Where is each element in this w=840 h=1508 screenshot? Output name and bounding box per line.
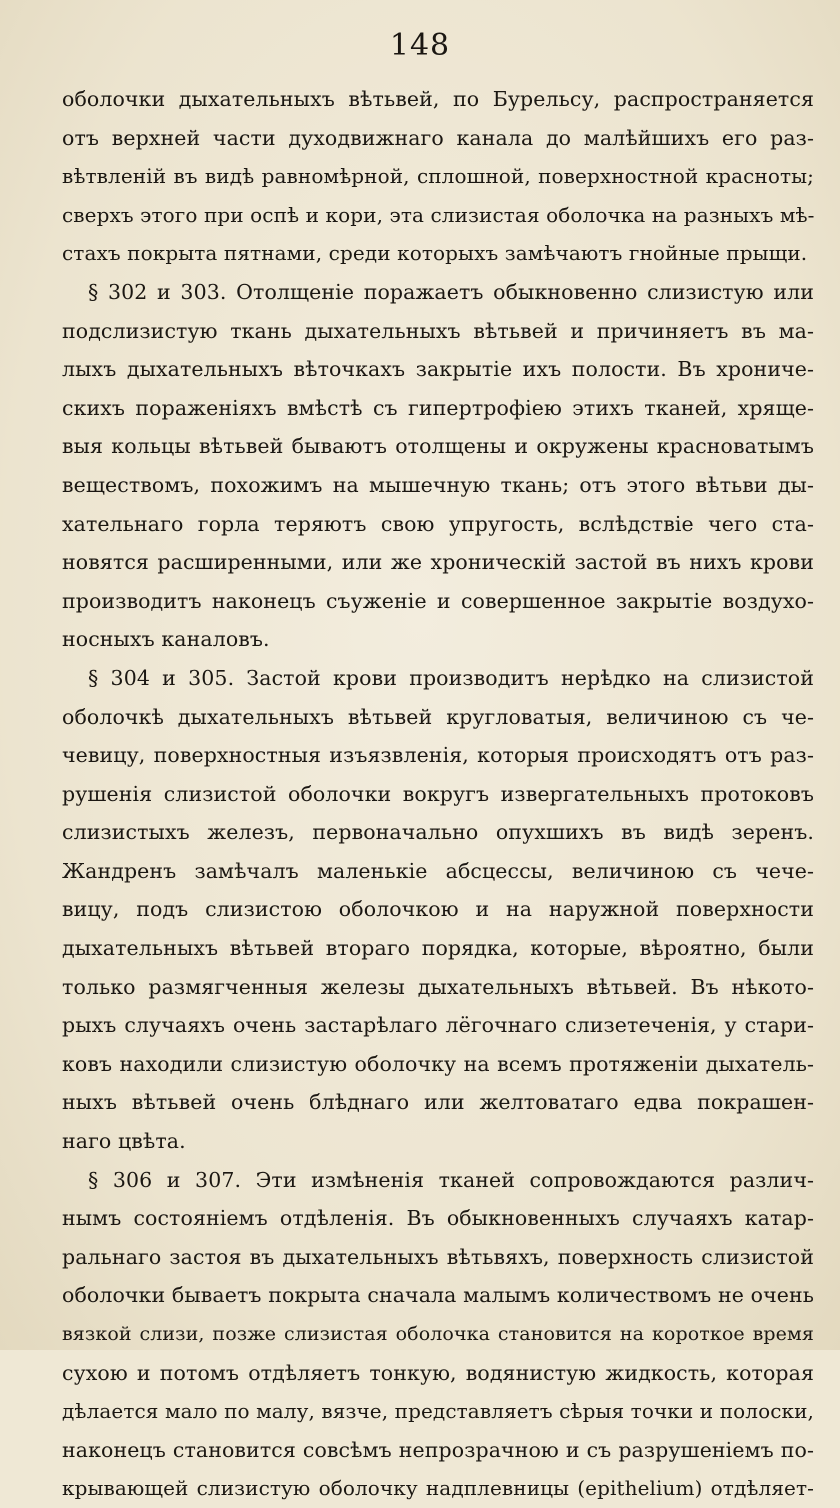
text-line: хательнаго горла теряютъ свою упругость, вслѣдствіе чего ста-	[62, 511, 814, 536]
text-line: вязкой слизи, позже слизистая оболочка становится на короткое время	[62, 1323, 814, 1345]
text-line: стахъ покрыта пятнами, среди которыхъ замѣчаютъ гнойные прыщи.	[62, 241, 808, 266]
text-line: крывающей слизистую оболочку надплевницы (epithelium) отдѣляет-	[62, 1476, 814, 1501]
text-line: дѣлается мало по малу, вязче, представляетъ сѣрыя точки и полоски,	[62, 1399, 814, 1424]
text-line: производитъ наконецъ съуженіе и совершенное закрытіе воздухо-	[62, 588, 814, 613]
text-line: § 306 и 307. Эти измѣненія тканей сопровождаются различ-	[88, 1167, 814, 1192]
text-line: дыхательныхъ вѣтьвей втораго порядка, которые, вѣроятно, были	[62, 936, 814, 961]
text-line: новятся расширенными, или же хроническій застой въ нихъ крови	[62, 550, 814, 575]
text-line: оболочки дыхательныхъ вѣтьвей, по Бурельсу, распространяется	[62, 87, 814, 111]
text-line: оболочки бываетъ покрыта сначала малымъ количествомъ не очень	[62, 1283, 814, 1308]
text-line: § 304 и 305. Застой крови производитъ нерѣдко на слизистой	[88, 665, 814, 690]
text-line: § 302 и 303. Отолщеніе поражаетъ обыкновенно слизистую или	[88, 279, 814, 304]
body-text	[62, 80, 814, 1508]
text-line: подслизистую ткань дыхательныхъ вѣтьвей и причиняетъ въ ма-	[62, 318, 814, 343]
page-number: 148	[389, 28, 451, 63]
text-line: вѣтвленій въ видѣ равномѣрной, сплошной, поверхностной красноты;	[62, 164, 814, 189]
text-line: оболочкѣ дыхательныхъ вѣтьвей кругловатыя, величиною съ че-	[62, 704, 814, 729]
text-line: нымъ состояніемъ отдѣленія. Въ обыкновенныхъ случаяхъ катар-	[62, 1206, 814, 1231]
text-line: ныхъ вѣтьвей очень блѣднаго или желтоватаго едва покрашен-	[62, 1090, 814, 1115]
text-line: носныхъ каналовъ.	[62, 627, 270, 652]
text-line: лыхъ дыхательныхъ вѣточкахъ закрытіе ихъ полости. Въ хрониче-	[62, 357, 814, 382]
text-line: наго цвѣта.	[62, 1129, 186, 1154]
text-line: сверхъ этого при оспѣ и кори, эта слизистая оболочка на разныхъ мѣ-	[62, 202, 815, 227]
text-line: рушенія слизистой оболочки вокругъ извергательныхъ протоковъ	[62, 781, 814, 806]
text-line: ральнаго застоя въ дыхательныхъ вѣтьвяхъ, поверхность слизистой	[62, 1244, 814, 1269]
text-line: вицу, подъ слизистою оболочкою и на наружной поверхности	[62, 897, 814, 922]
text-line: наконецъ становится совсѣмъ непрозрачною и съ разрушеніемъ по-	[62, 1437, 814, 1462]
text-line: отъ верхней части духодвижнаго канала до малѣйшихъ его раз-	[62, 125, 814, 150]
text-line: только размягченныя железы дыхательныхъ вѣтьвей. Въ нѣкото-	[62, 974, 814, 999]
text-line: Жандренъ замѣчалъ маленькіе абсцессы, величиною съ чече-	[62, 858, 814, 883]
text-line: сухою и потомъ отдѣляетъ тонкую, водянистую жидкость, которая	[62, 1360, 814, 1385]
text-line: слизистыхъ железъ, первоначально опухшихъ въ видѣ зеренъ.	[62, 820, 814, 845]
text-line: чевицу, поверхностныя изъязвленія, которыя происходятъ отъ раз-	[62, 743, 814, 768]
text-line: скихъ пораженіяхъ вмѣстѣ съ гипертрофіею этихъ тканей, хряще-	[62, 395, 814, 420]
text-line: рыхъ случаяхъ очень застарѣлаго лёгочнаго слизетеченія, у стари-	[62, 1013, 814, 1038]
text-line: ковъ находили слизистую оболочку на всемъ протяженіи дыхатель-	[62, 1051, 814, 1076]
text-line: веществомъ, похожимъ на мышечную ткань; отъ этого вѣтьви ды-	[62, 472, 814, 497]
text-line: выя кольцы вѣтьвей бываютъ отолщены и окружены красноватымъ	[62, 434, 814, 459]
